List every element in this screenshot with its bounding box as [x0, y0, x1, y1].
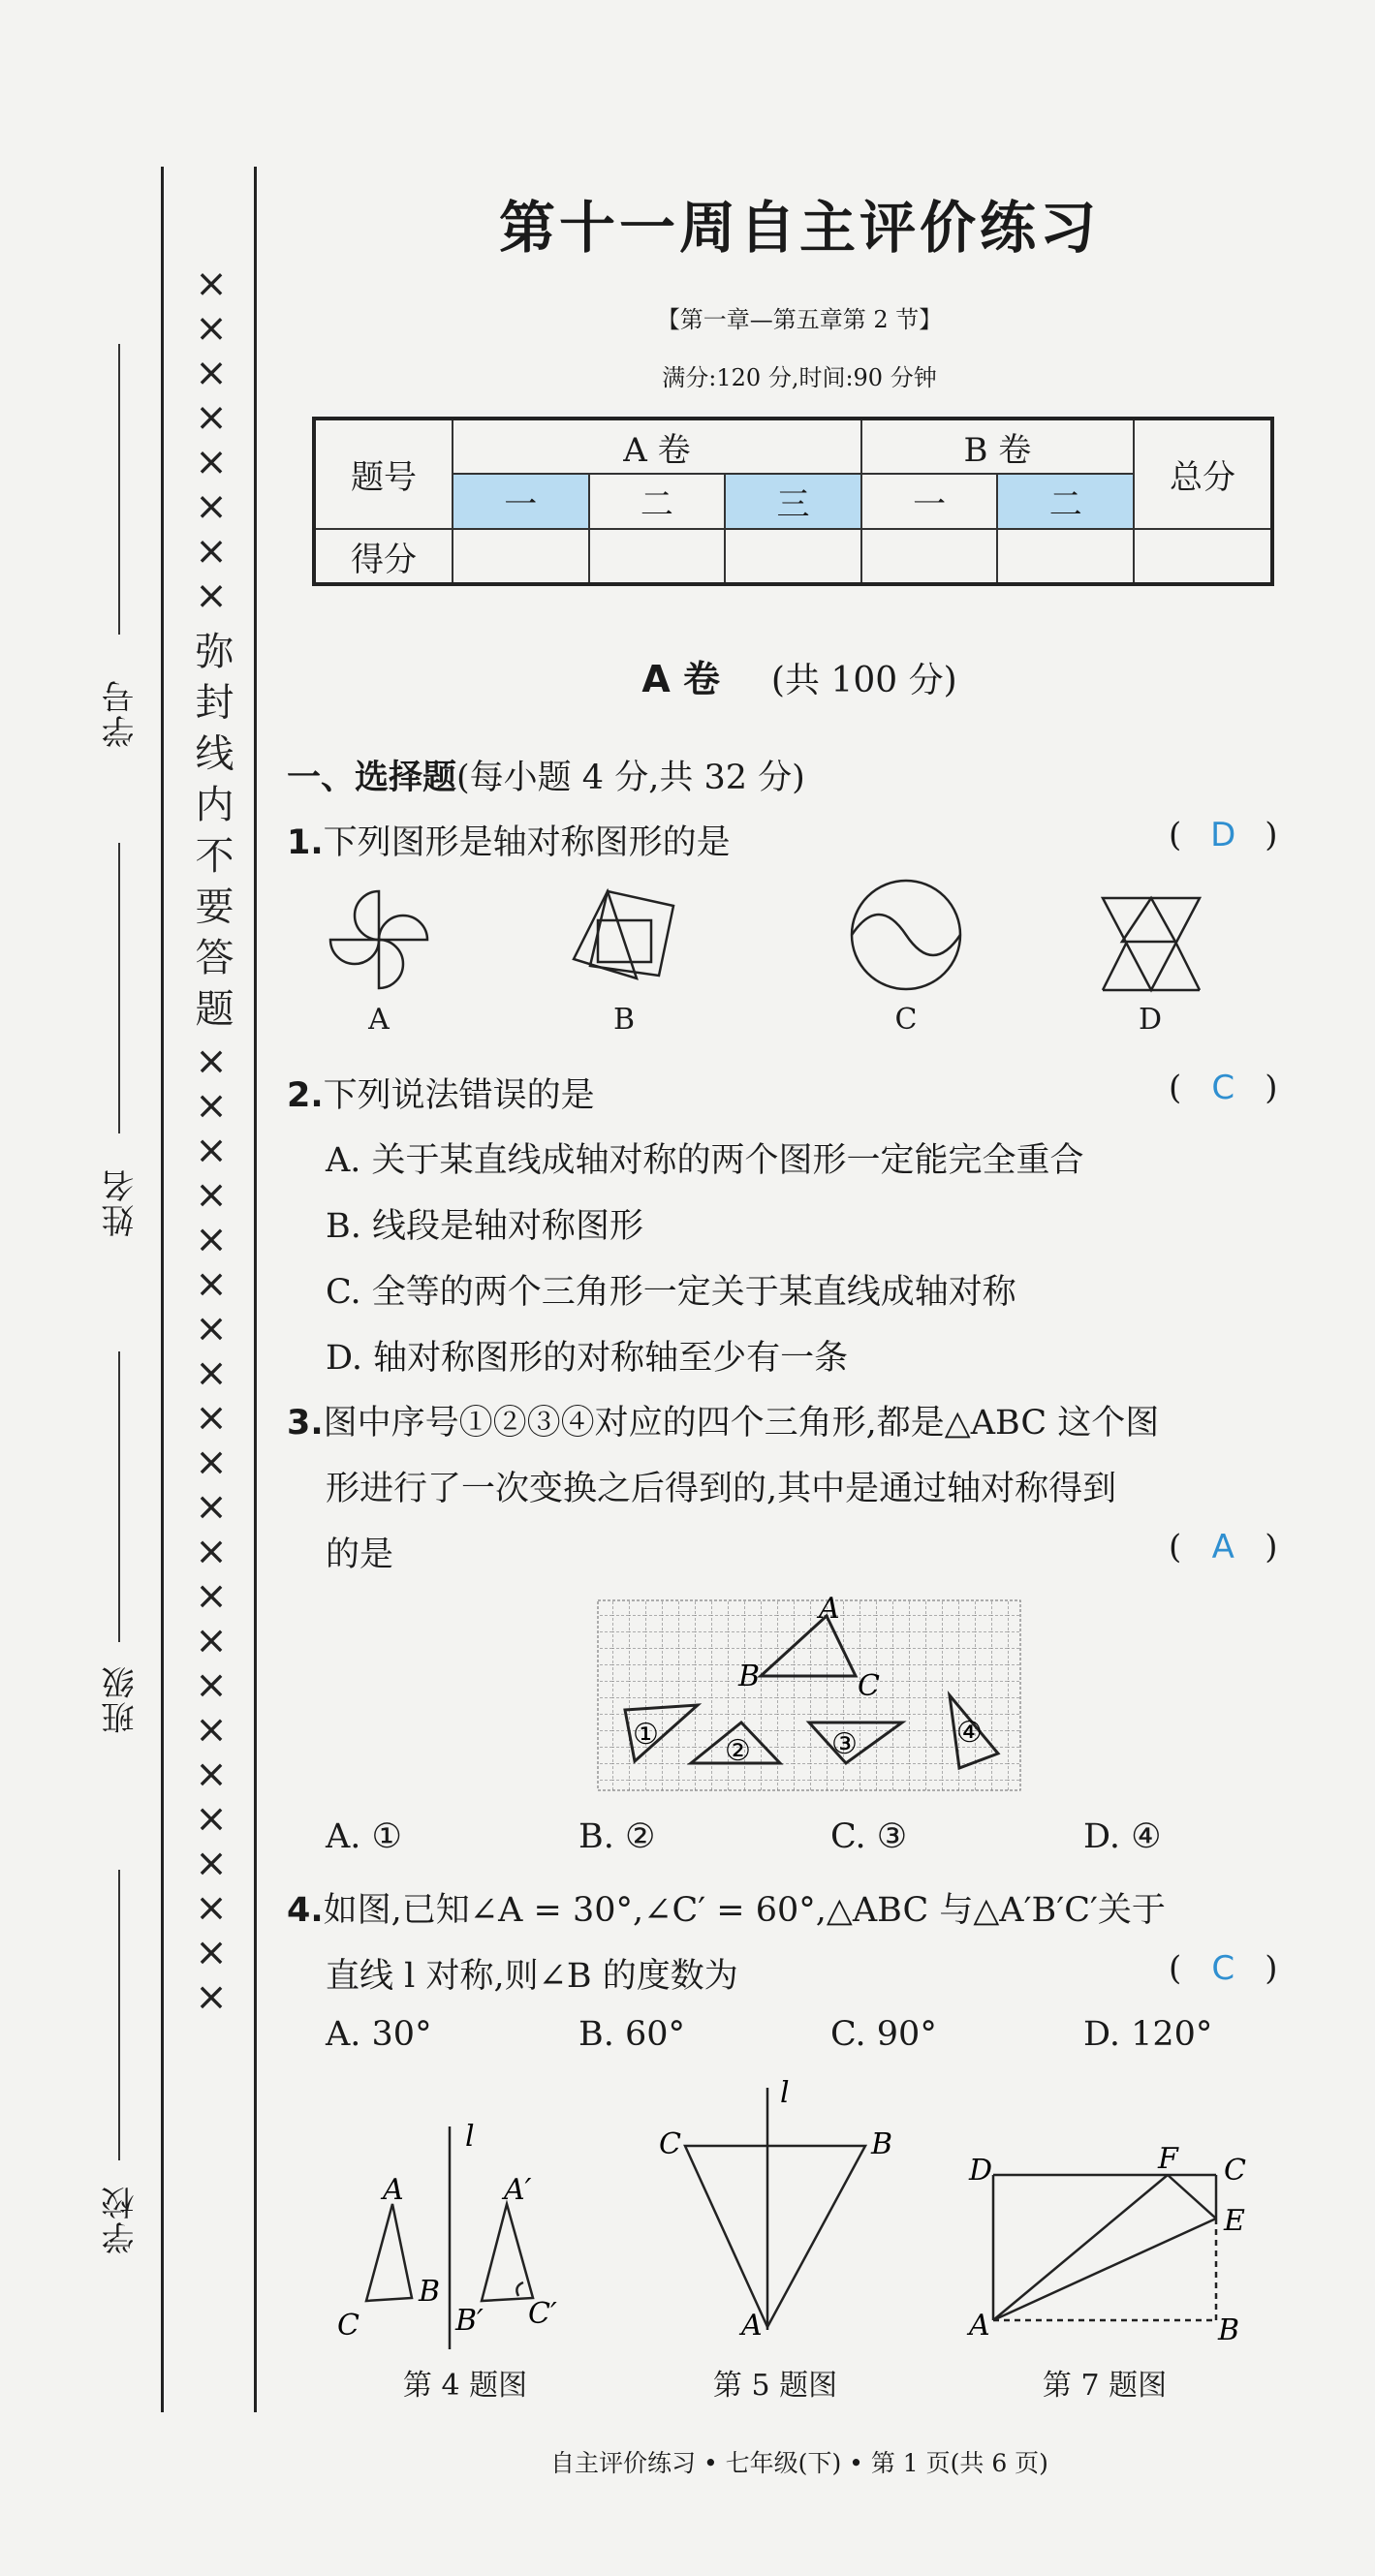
b-part-1: 一 — [861, 474, 998, 529]
section-a-title: A 卷 — [641, 658, 721, 700]
score-cell[interactable] — [1134, 529, 1272, 584]
q3-answer: A — [1211, 1528, 1234, 1567]
a-part-2: 二 — [589, 474, 726, 529]
score-cell[interactable] — [861, 529, 998, 584]
q1-number: 1. — [287, 823, 324, 862]
fig5-label-b: B — [871, 2127, 893, 2161]
q1-answer-box: ( D ) — [1169, 816, 1278, 854]
q3-stem-line1 — [287, 1396, 1159, 1444]
q1-answer: D — [1210, 816, 1236, 854]
name-blank — [118, 843, 120, 1133]
fig4-label-a-prime: A′ — [504, 2173, 532, 2207]
row-label-cell: 得分 — [314, 529, 453, 584]
fig4-label-l: l — [465, 2120, 475, 2154]
q2-option-a: A. 关于某直线成轴对称的两个图形一定能完全重合 — [326, 1141, 1084, 1180]
a-part-1: 一 — [453, 474, 589, 529]
q1-label-d: D — [1138, 1003, 1163, 1037]
a-part-3: 三 — [725, 474, 861, 529]
score-table — [312, 417, 1274, 586]
fig4-caption: 第 4 题图 — [402, 2369, 528, 2403]
q3-line3: 的是 — [326, 1536, 394, 1574]
q2-answer: C — [1211, 1069, 1235, 1107]
q4-line2: 直线 l 对称,则∠B 的度数为 — [326, 1957, 738, 1996]
q3-label-1: ① — [633, 1718, 659, 1752]
seal-line-text: ×××××××× 弥 封 线 内 不 要 答 题 ×××××××××××××××××××××× — [189, 262, 234, 2020]
fig4-label-a: A — [383, 2173, 404, 2207]
score-cell[interactable] — [589, 529, 726, 584]
label-school: 学校 — [102, 2185, 141, 2254]
fig7-label-c: C — [1224, 2154, 1246, 2188]
q1-label-b: B — [612, 1003, 636, 1037]
score-time-note: 满分:120 分,时间:90 分钟 — [662, 364, 937, 391]
fig7-label-e: E — [1224, 2204, 1245, 2238]
fig5-caption: 第 5 题图 — [712, 2369, 838, 2403]
group-b-header: B 卷 — [861, 419, 1134, 474]
q3-label-3: ③ — [831, 1727, 858, 1761]
group-a-header: A 卷 — [453, 419, 861, 474]
q2-option-b: B. 线段是轴对称图形 — [326, 1207, 643, 1246]
q1-figure-b — [569, 886, 680, 983]
q1-stem — [287, 816, 731, 864]
page-footer: 自主评价练习 • 七年级(下) • 第 1 页(共 6 页) — [550, 2449, 1048, 2477]
fig4-label-b-prime: B′ — [455, 2304, 484, 2338]
q4-option-c: C. 90° — [830, 2015, 937, 2054]
margin-line-inner — [254, 167, 257, 2412]
fig7-label-f: F — [1158, 2142, 1178, 2176]
q2-option-c: C. 全等的两个三角形一定关于某直线成轴对称 — [326, 1273, 1016, 1312]
fig7-label-a: A — [969, 2309, 990, 2343]
figure-5 — [654, 2073, 916, 2354]
col-label-cell: 题号 — [314, 419, 453, 529]
q3-number: 3. — [287, 1404, 324, 1443]
figure-4 — [329, 2112, 581, 2354]
fig7-label-d: D — [969, 2154, 993, 2188]
q3-option-c: C. ③ — [830, 1817, 908, 1856]
q3-label-c: C — [858, 1669, 880, 1703]
q4-option-d: D. 120° — [1083, 2015, 1213, 2054]
q3-option-a: A. ① — [326, 1817, 402, 1856]
score-cell[interactable] — [997, 529, 1134, 584]
margin-line-outer — [161, 167, 164, 2412]
q4-number: 4. — [287, 1891, 324, 1930]
q3-line1: 图中序号①②③④对应的四个三角形,都是△ABC 这个图 — [323, 1404, 1160, 1443]
q1-label-c: C — [894, 1003, 918, 1037]
page-title: 第十一周自主评价练习 — [498, 195, 1100, 261]
figure-7 — [964, 2141, 1265, 2354]
class-blank — [118, 1351, 120, 1642]
q3-grid-figure — [596, 1592, 1022, 1792]
section-a-note: (共 100 分) — [770, 661, 957, 700]
label-student-id: 学号 — [102, 678, 141, 748]
q4-line1: 如图,已知∠A = 30°,∠C′ = 60°,△ABC 与△A′B′C′关于 — [323, 1891, 1166, 1930]
fig4-label-c: C — [337, 2309, 359, 2343]
q3-option-b: B. ② — [578, 1817, 656, 1856]
fig7-caption: 第 7 题图 — [1042, 2369, 1168, 2403]
score-cell[interactable] — [453, 529, 589, 584]
b-part-2: 二 — [997, 474, 1134, 529]
q1-figure-c — [848, 877, 964, 993]
q3-label-2: ② — [725, 1734, 751, 1768]
school-blank — [118, 1870, 120, 2160]
fig5-label-c: C — [659, 2127, 681, 2161]
total-header: 总分 — [1134, 419, 1272, 529]
q3-line2: 形进行了一次变换之后得到的,其中是通过轴对称得到 — [326, 1470, 1117, 1508]
q1-figure-d — [1098, 893, 1204, 995]
q4-option-a: A. 30° — [326, 2015, 432, 2054]
q4-option-b: B. 60° — [578, 2015, 686, 2054]
fig4-label-b: B — [419, 2275, 441, 2309]
fig5-label-a: A — [741, 2309, 763, 2343]
score-cell[interactable] — [725, 529, 861, 584]
part1-note: (每小题 4 分,共 32 分) — [456, 759, 805, 797]
q2-number: 2. — [287, 1076, 324, 1115]
part1-title: 一、选择题 — [287, 759, 457, 797]
q3-label-b: B — [738, 1660, 761, 1693]
section-a-heading — [291, 649, 1308, 702]
q1-text: 下列图形是轴对称图形的是 — [323, 823, 731, 862]
q4-stem-line1 — [287, 1883, 1166, 1932]
fig7-label-b: B — [1218, 2313, 1240, 2347]
fig4-label-c-prime: C′ — [528, 2297, 557, 2331]
label-name: 姓名 — [102, 1167, 141, 1237]
q1-label-a: A — [368, 1003, 390, 1037]
part1-heading — [287, 751, 805, 799]
scope-note: 【第一章—第五章第 2 节】 — [656, 306, 943, 333]
q3-option-d: D. ④ — [1083, 1817, 1162, 1856]
label-class: 班级 — [102, 1664, 141, 1734]
q4-answer: C — [1211, 1949, 1235, 1988]
q3-label-4: ④ — [956, 1716, 983, 1750]
q4-answer-box: ( C ) — [1169, 1949, 1278, 1988]
q2-option-d: D. 轴对称图形的对称轴至少有一条 — [326, 1339, 849, 1378]
q3-answer-box: ( A ) — [1169, 1528, 1278, 1567]
fig5-label-l: l — [780, 2076, 790, 2110]
q2-stem — [287, 1069, 595, 1117]
q2-answer-box: ( C ) — [1169, 1069, 1278, 1107]
student-id-blank — [118, 344, 120, 635]
q3-label-a: A — [819, 1592, 840, 1626]
q1-figure-a — [326, 886, 432, 993]
q2-text: 下列说法错误的是 — [323, 1076, 595, 1115]
